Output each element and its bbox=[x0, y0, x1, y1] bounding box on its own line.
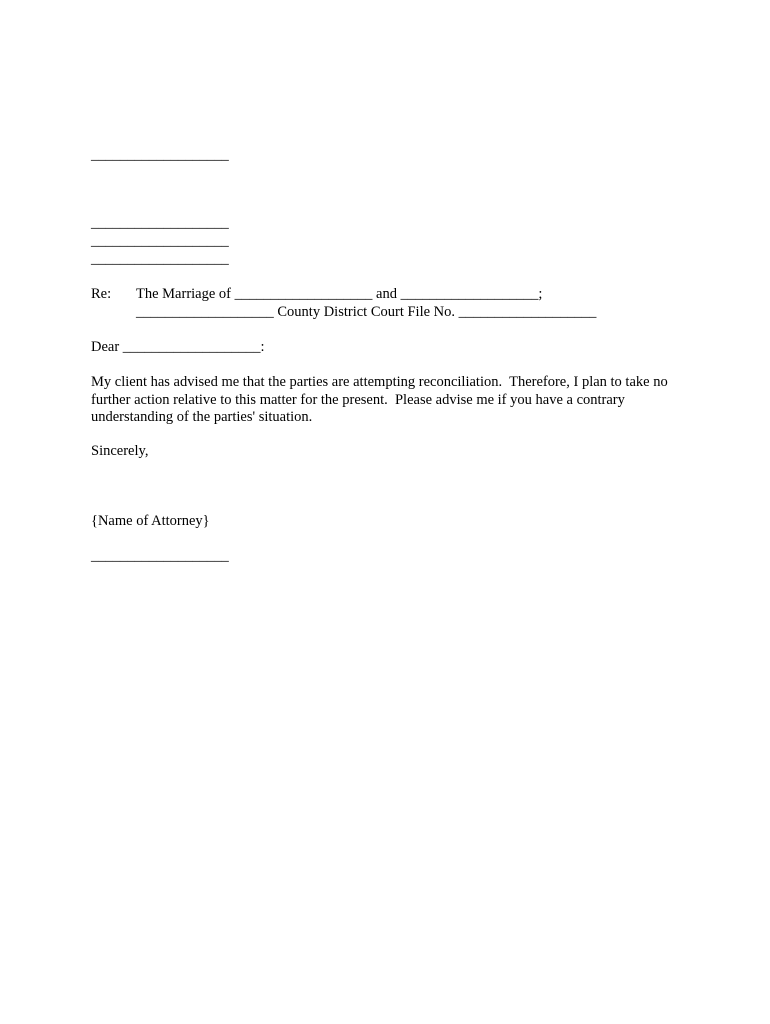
body-line-1: My client has advised me that the parties are attempting reconciliation. Therefore, I plan to take no bbox=[91, 374, 668, 390]
re-label: Re: bbox=[91, 286, 112, 302]
body-line-2: further action relative to this matter for the present. Please advise me if you have a contrary bbox=[91, 392, 625, 408]
attorney-name: {Name of Attorney} bbox=[91, 513, 210, 529]
date-blank: ___________________ bbox=[91, 147, 229, 163]
closing: Sincerely, bbox=[91, 443, 149, 459]
re-line-court-file: ___________________ County District Court File No. ___________________ bbox=[136, 304, 597, 320]
recipient-name-blank: ___________________ bbox=[91, 215, 229, 231]
recipient-address-blank: ___________________ bbox=[91, 233, 229, 249]
body-line-3: understanding of the parties' situation. bbox=[91, 409, 313, 425]
signature-blank: ___________________ bbox=[91, 548, 229, 564]
recipient-city-blank: ___________________ bbox=[91, 251, 229, 267]
re-line-marriage: The Marriage of ___________________ and ___________________; bbox=[136, 286, 543, 302]
salutation: Dear ___________________: bbox=[91, 339, 265, 355]
